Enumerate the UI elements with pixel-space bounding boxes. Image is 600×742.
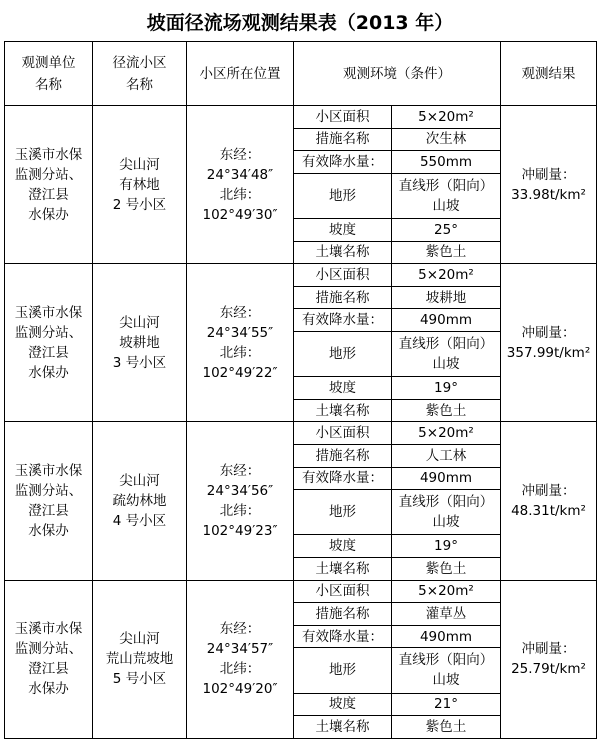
- location-cell-line: 102°49′30″: [202, 206, 278, 223]
- table-body: [5, 106, 597, 739]
- env-label: 小区面积: [294, 106, 392, 129]
- location-cell-line: 北纬：: [219, 661, 261, 678]
- unit-cell-line: 澄江县: [28, 502, 69, 519]
- location-cell: [187, 264, 294, 422]
- env-value: 紫色土: [392, 716, 501, 739]
- env-label: 地形: [294, 331, 392, 376]
- env-label: 小区面积: [294, 422, 392, 445]
- header-location: 小区所在位置: [187, 42, 294, 106]
- header-unit: 观测单位 名称: [5, 42, 93, 106]
- location-cell: [187, 422, 294, 580]
- table-row: [5, 422, 597, 445]
- env-label: 地形: [294, 490, 392, 535]
- env-value: 490mm: [392, 625, 501, 648]
- unit-cell-line: 水保办: [28, 364, 69, 381]
- location-cell-line: 东经：: [219, 462, 261, 479]
- env-label: 坡度: [294, 218, 392, 241]
- env-value: 5×20m²: [392, 422, 501, 445]
- result-line: 357.99t/km²: [506, 344, 591, 361]
- env-value: 直线形（阳向）山坡: [392, 173, 501, 218]
- env-value: 490mm: [392, 467, 501, 490]
- result-line: 冲刷量：: [521, 324, 576, 341]
- location-cell-line: 24°34′55″: [206, 324, 274, 341]
- unit-cell-line: 澄江县: [28, 344, 69, 361]
- result-line: 冲刷量：: [521, 641, 576, 658]
- env-label: 有效降水量：: [294, 309, 392, 332]
- location-cell-line: 东经：: [219, 621, 261, 638]
- table-row: [5, 106, 597, 129]
- unit-cell-line: 玉溪市水保: [14, 462, 83, 479]
- results-table: [4, 41, 597, 739]
- env-label: 坡度: [294, 693, 392, 716]
- location-cell-line: 24°34′48″: [206, 166, 274, 183]
- env-value: 人工林: [392, 444, 501, 467]
- plot-cell-line: 2 号小区: [112, 196, 167, 213]
- env-value: 550mm: [392, 151, 501, 174]
- location-cell-line: 24°34′56″: [206, 482, 274, 499]
- plot-cell-line: 荒山荒坡地: [105, 651, 174, 668]
- env-label: 坡度: [294, 535, 392, 558]
- unit-cell-line: 玉溪市水保: [14, 146, 83, 163]
- result-line: 25.79t/km²: [511, 661, 586, 678]
- header-result: 观测结果: [501, 42, 597, 106]
- unit-cell-line: 水保办: [28, 522, 69, 539]
- document-title: 坡面径流场观测结果表（2013 年）: [146, 12, 454, 34]
- env-label: 地形: [294, 648, 392, 693]
- result-line: 冲刷量：: [521, 482, 576, 499]
- env-value: 次生林: [392, 128, 501, 151]
- unit-cell-line: 水保办: [28, 681, 69, 698]
- location-cell-line: 北纬：: [219, 344, 261, 361]
- plot-cell-line: 尖山河: [119, 631, 160, 648]
- result-line: 冲刷量：: [521, 166, 576, 183]
- header-row: [5, 42, 597, 106]
- unit-cell: [5, 422, 93, 580]
- env-value: 紫色土: [392, 399, 501, 422]
- env-label: 坡度: [294, 377, 392, 400]
- plot-cell-line: 尖山河: [119, 314, 160, 331]
- plot-cell: [93, 422, 187, 580]
- env-label: 有效降水量：: [294, 151, 392, 174]
- env-value: 坡耕地: [392, 286, 501, 309]
- plot-cell: [93, 106, 187, 264]
- env-value: 25°: [392, 218, 501, 241]
- env-label: 措施名称: [294, 603, 392, 626]
- env-value: 紫色土: [392, 241, 501, 264]
- unit-cell-line: 监测分站、: [14, 166, 83, 183]
- location-cell-line: 东经：: [219, 304, 261, 321]
- plot-cell-line: 5 号小区: [112, 671, 167, 688]
- location-cell: [187, 106, 294, 264]
- env-label: 有效降水量：: [294, 625, 392, 648]
- env-value: 5×20m²: [392, 106, 501, 129]
- plot-cell-line: 有林地: [119, 176, 160, 193]
- result-line: 33.98t/km²: [511, 186, 586, 203]
- env-value: 灌草丛: [392, 603, 501, 626]
- location-cell-line: 东经：: [219, 146, 261, 163]
- env-value: 直线形（阳向）山坡: [392, 490, 501, 535]
- env-value: 直线形（阳向）山坡: [392, 648, 501, 693]
- env-label: 措施名称: [294, 286, 392, 309]
- env-value: 紫色土: [392, 557, 501, 580]
- plot-cell-line: 3 号小区: [112, 354, 167, 371]
- table-row: [5, 580, 597, 603]
- plot-cell-line: 尖山河: [119, 472, 160, 489]
- location-cell-line: 24°34′57″: [206, 641, 274, 658]
- plot-cell-line: 坡耕地: [119, 334, 160, 351]
- plot-cell-line: 尖山河: [119, 156, 160, 173]
- plot-cell: [93, 580, 187, 738]
- env-label: 小区面积: [294, 580, 392, 603]
- unit-cell: [5, 580, 93, 738]
- env-label: 土壤名称: [294, 557, 392, 580]
- unit-cell-line: 监测分站、: [14, 324, 83, 341]
- unit-cell-line: 监测分站、: [14, 641, 83, 658]
- env-value: 19°: [392, 535, 501, 558]
- unit-cell-line: 水保办: [28, 206, 69, 223]
- env-label: 土壤名称: [294, 241, 392, 264]
- env-label: 土壤名称: [294, 399, 392, 422]
- env-value: 19°: [392, 377, 501, 400]
- env-value: 490mm: [392, 309, 501, 332]
- location-cell-line: 102°49′20″: [202, 681, 278, 698]
- result-cell: [501, 422, 597, 580]
- env-label: 措施名称: [294, 444, 392, 467]
- unit-cell-line: 监测分站、: [14, 482, 83, 499]
- location-cell-line: 102°49′22″: [202, 364, 278, 381]
- result-cell: [501, 580, 597, 738]
- unit-cell-line: 玉溪市水保: [14, 621, 83, 638]
- table-row: [5, 264, 597, 287]
- location-cell: [187, 580, 294, 738]
- unit-cell: [5, 106, 93, 264]
- unit-cell-line: 澄江县: [28, 186, 69, 203]
- header-env: 观测环境（条件）: [294, 42, 501, 106]
- location-cell-line: 102°49′23″: [202, 522, 278, 539]
- env-label: 措施名称: [294, 128, 392, 151]
- result-line: 48.31t/km²: [511, 502, 586, 519]
- unit-cell: [5, 264, 93, 422]
- unit-cell-line: 玉溪市水保: [14, 304, 83, 321]
- plot-cell-line: 疏幼林地: [112, 492, 167, 509]
- env-label: 有效降水量：: [294, 467, 392, 490]
- location-cell-line: 北纬：: [219, 186, 261, 203]
- result-cell: [501, 264, 597, 422]
- env-label: 小区面积: [294, 264, 392, 287]
- env-label: 土壤名称: [294, 716, 392, 739]
- plot-cell: [93, 264, 187, 422]
- env-value: 21°: [392, 693, 501, 716]
- env-label: 地形: [294, 173, 392, 218]
- env-value: 5×20m²: [392, 264, 501, 287]
- env-value: 直线形（阳向）山坡: [392, 331, 501, 376]
- plot-cell-line: 4 号小区: [112, 512, 167, 529]
- result-cell: [501, 106, 597, 264]
- unit-cell-line: 澄江县: [28, 661, 69, 678]
- header-plot: 径流小区 名称: [93, 42, 187, 106]
- location-cell-line: 北纬：: [219, 502, 261, 519]
- env-value: 5×20m²: [392, 580, 501, 603]
